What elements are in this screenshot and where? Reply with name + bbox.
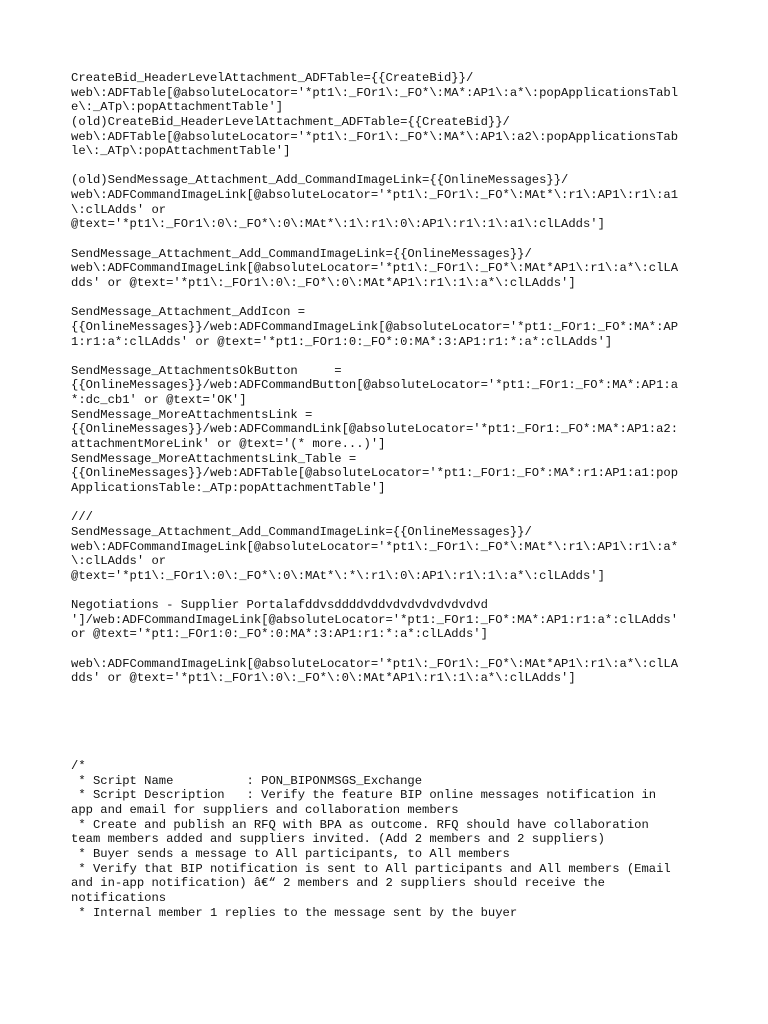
text-line: web\:ADFCommandImageLink[@absoluteLocator='*pt1\:_FOr1\:_FO*\:MAt*AP1\:r1\:a*\:clLA [71,656,679,671]
text-line: ApplicationsTable:_ATp:popAttachmentTable'] [71,480,386,495]
text-line: * Create and publish an RFQ with BPA as outcome. RFQ should have collaboration [71,817,649,832]
text-line: web\:ADFCommandImageLink[@absoluteLocator='*pt1\:_FOr1\:_FO*\:MAt*AP1\:r1\:a*\:clLA [71,261,679,276]
text-block-negotiations [71,598,701,642]
text-line: SendMessage_Attachment_AddIcon = [71,305,306,320]
text-line: app and email for suppliers and collaboration members [71,803,459,818]
text-line: * Verify that BIP notification is sent to All participants and All members (Email [71,861,671,876]
text-line: and in-app notification) â€“ 2 members and 2 suppliers should receive the [71,876,605,891]
text-line: (old)CreateBid_HeaderLevelAttachment_ADFTable={{CreateBid}}/ [71,114,510,129]
text-line: web\:ADFTable[@absoluteLocator='*pt1\:_FOr1\:_FO*\:MA*:AP1\:a*\:popApplicationsTabl [71,85,679,100]
text-line: CreateBid_HeaderLevelAttachment_ADFTable={{CreateBid}}/ [71,71,474,85]
text-line: {{OnlineMessages}}/web:ADFCommandImageLink[@absoluteLocator='*pt1:_FOr1:_FO*:MA*:AP [71,319,679,334]
text-line: SendMessage_Attachment_Add_CommandImageLink={{OnlineMessages}}/ [71,524,532,539]
text-line: ']/web:ADFCommandImageLink[@absoluteLocator='*pt1:_FOr1:_FO*:MA*:AP1:r1:a*:clLAdds' [71,612,679,627]
text-line: web\:ADFCommandImageLink[@absoluteLocator='*pt1\:_FOr1\:_FO*\:MAt*\:r1\:AP1\:r1\:a1 [71,188,679,203]
text-line: {{OnlineMessages}}/web:ADFCommandButton[@absoluteLocator='*pt1:_FOr1:_FO*:MA*:AP1:a [71,378,679,393]
text-line: *:dc_cb1' or @text='OK'] [71,393,247,408]
text-block-attachments [71,364,701,496]
text-block-imagelink [71,657,701,686]
text-line: SendMessage_MoreAttachmentsLink_Table = [71,451,357,466]
text-line: \:clLAdds' or [71,554,167,569]
text-line: * Buyer sends a message to All participants, to All members [71,847,510,861]
text-line: /// [71,510,93,525]
text-line: or @text='*pt1:_FOr1:0:_FO*:0:MA*:3:AP1:r1:*:a*:clLAdds'] [71,627,488,642]
text-line: SendMessage_AttachmentsOkButton = [71,363,342,378]
text-line: SendMessage_MoreAttachmentsLink = [71,407,313,422]
script-header-comment [71,759,701,920]
text-line: * Script Name : PON_BIPONMSGS_Exchange [71,773,423,788]
text-block-triple-slash [71,510,701,583]
text-line: attachmentMoreLink' or @text='(* more...)'] [71,437,386,452]
text-line: (old)SendMessage_Attachment_Add_CommandImageLink={{OnlineMessages}}/ [71,173,569,188]
text-line: {{OnlineMessages}}/web:ADFCommandLink[@absoluteLocator='*pt1:_FOr1:_FO*:MA*:AP1:a2: [71,422,679,437]
document-page [71,71,701,920]
text-line: * Script Description : Verify the feature BIP online messages notification in [71,788,657,803]
text-block-sendmessage-add [71,247,701,291]
text-line: @text='*pt1\:_FOr1\:0\:_FO*\:0\:MAt*\:*\:r1\:0\:AP1\:r1\:1\:a*\:clLAdds'] [71,568,605,583]
text-line: web\:ADFCommandImageLink[@absoluteLocator='*pt1\:_FOr1\:_FO*\:MAt*\:r1\:AP1\:r1\:a* [71,539,679,554]
text-line: 1:r1:a*:clLAdds' or @text='*pt1:_FOr1:0:_FO*:0:MA*:3:AP1:r1:*:a*:clLAdds'] [71,334,613,349]
text-line: dds' or @text='*pt1\:_FOr1\:0\:_FO*\:0\:MAt*AP1\:r1\:1\:a*\:clLAdds'] [71,275,576,290]
text-line: web\:ADFTable[@absoluteLocator='*pt1\:_FOr1\:_FO*\:MA*\:AP1\:a2\:popApplicationsTab [71,129,679,144]
text-line: team members added and suppliers invited. (Add 2 members and 2 suppliers) [71,832,605,847]
text-line: /* [71,759,86,774]
text-line: @text='*pt1\:_FOr1\:0\:_FO*\:0\:MAt*\:1\:r1\:0\:AP1\:r1\:1\:a1\:clLAdds'] [71,217,605,232]
text-line: {{OnlineMessages}}/web:ADFTable[@absoluteLocator='*pt1:_FOr1:_FO*:MA*:r1:AP1:a1:pop [71,466,679,481]
text-line: dds' or @text='*pt1\:_FOr1\:0\:_FO*\:0\:MAt*AP1\:r1\:1\:a*\:clLAdds'] [71,671,576,686]
text-block-old-sendmessage [71,173,701,232]
text-block-addicon [71,305,701,349]
text-line: le\:_ATp\:popAttachmentTable'] [71,144,291,159]
text-line: \:clLAdds' or [71,202,167,217]
text-line: e\:_ATp\:popAttachmentTable'] [71,100,284,115]
text-line: SendMessage_Attachment_Add_CommandImageLink={{OnlineMessages}}/ [71,246,532,261]
text-line: * Internal member 1 replies to the message sent by the buyer [71,905,518,920]
text-block-createbid [71,71,701,159]
text-line: Negotiations - Supplier Portalafddvsddddvddvdvdvdvdvdvdvd [71,598,488,613]
text-line: notifications [71,890,167,905]
